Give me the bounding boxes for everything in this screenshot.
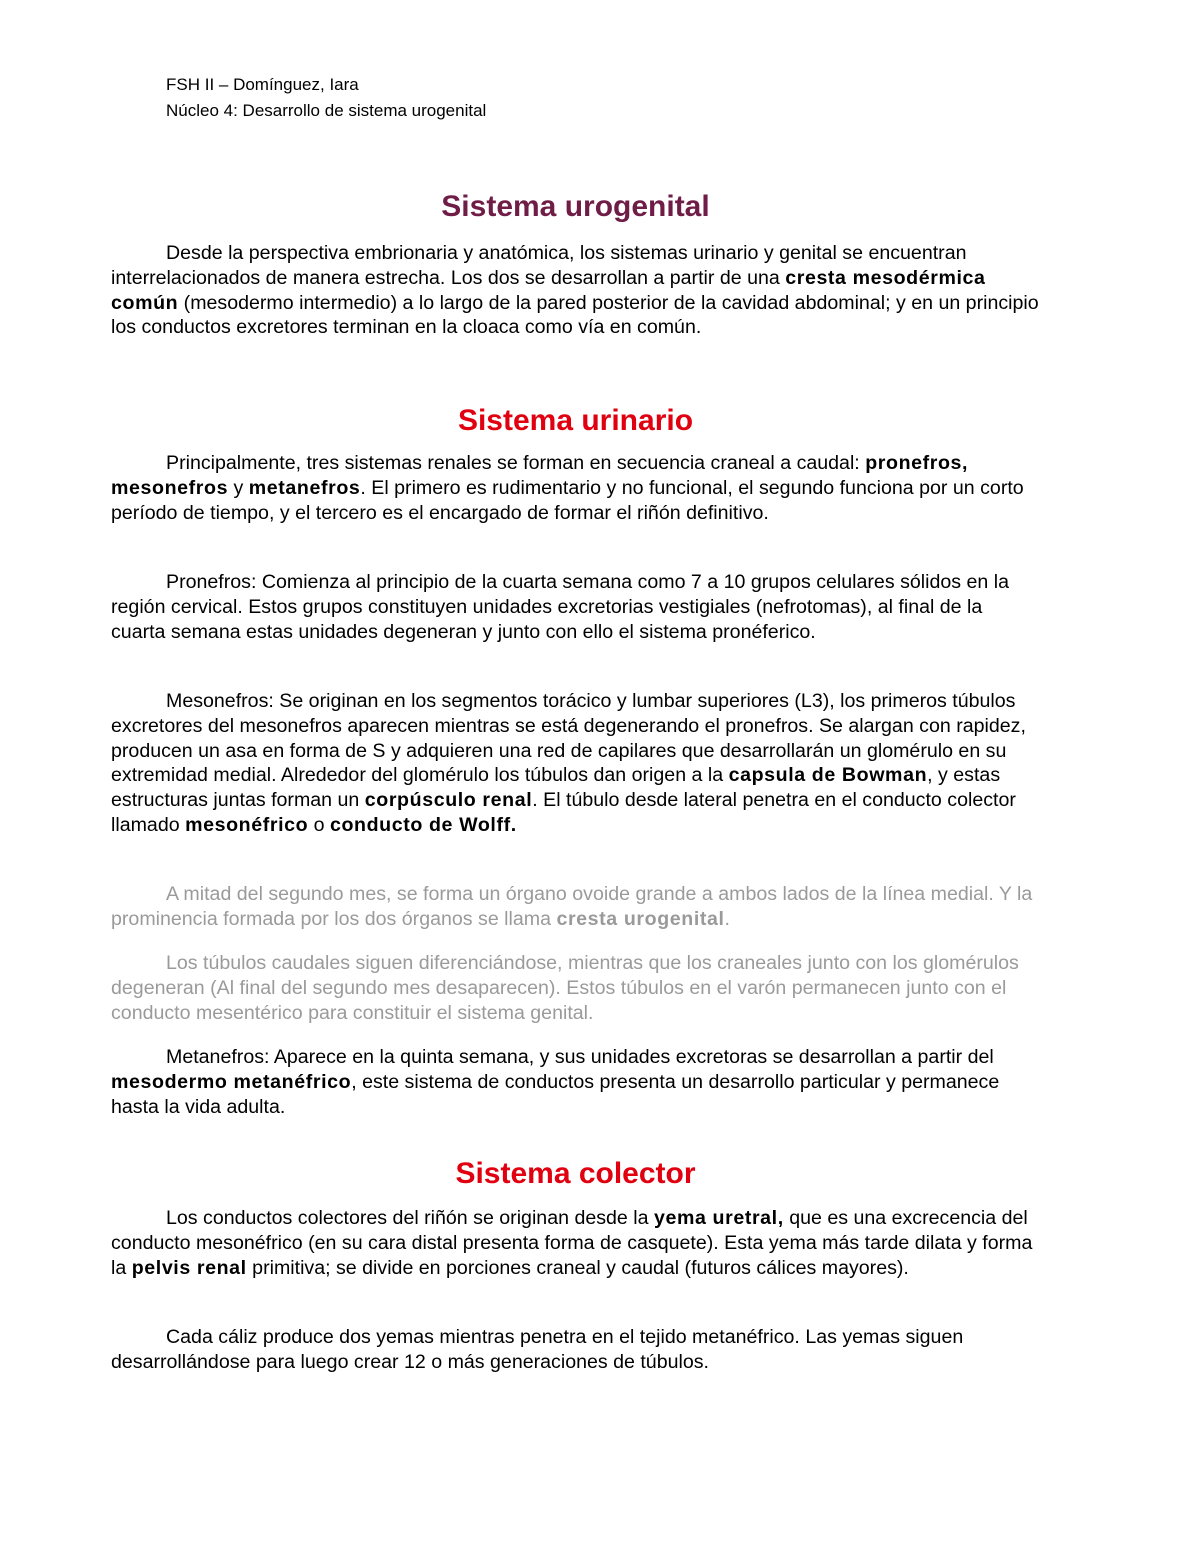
- term-pronefros-mesonefros: pronefros, mesonefros: [111, 452, 969, 499]
- term-mesonefrico: mesonéfrico: [185, 813, 309, 836]
- term-conducto-wolff: conducto de Wolff.: [329, 813, 517, 836]
- paragraph-pronefros: Pronefros: Comienza al principio de la cuarta semana como 7 a 10 grupos celulares sólidos en la región cervical. Estos grupos constituyen unidades excretorias vestigiales (nefrotomas), al final de la cuarta semana estas unidades degeneran y junto con ello el sistema pronéferico.: [111, 571, 1009, 643]
- title-sistema-urinario: Sistema urinario: [457, 404, 694, 437]
- title-sistema-urogenital: Sistema urogenital: [441, 190, 710, 223]
- paragraph-caliz: Cada cáliz produce dos yemas mientras penetra en el tejido metanéfrico. Las yemas siguen desarrollándose para luego crear 12 o más generaciones de túbulos.: [111, 1326, 964, 1373]
- paragraph-urogenital-intro: Desde la perspectiva embrionaria y anatómica, los sistemas urinario y genital se encuentran interrelacionados de manera estrecha. Los dos se desarrollan a partir de una cresta mesodérmica común (mesodermo intermedio) a lo largo de la pared posterior de la cavidad abdominal; y en un principio los conductos excretores terminan en la cloaca como vía en común.: [111, 242, 1039, 339]
- term-corpusculo-renal: corpúsculo renal: [364, 789, 533, 812]
- term-mesodermo-metanefrico: mesodermo metanéfrico: [111, 1070, 352, 1093]
- header-author: FSH II – Domínguez, Iara: [166, 75, 359, 94]
- paragraph-metanefros: Metanefros: Aparece en la quinta semana, y sus unidades excretoras se desarrollan a partir del mesodermo metanéfrico, este sistema de conductos presenta un desarrollo particular y permanece hasta la vida adulta.: [111, 1046, 1000, 1118]
- paragraph-mesonefros: Mesonefros: Se originan en los segmentos torácico y lumbar superiores (L3), los primeros túbulos excretores del mesonefros aparecen mientras se está degenerando el pronefros. Se alargan con rapidez, producen un asa en forma de S y adquieren una red de capilares que desarrollarán un glomérulo en su extremidad medial. Alrededor del glomérulo los túbulos dan origen a la capsula de Bowman, y estas estructuras juntas forman un corpúsculo renal. El túbulo desde lateral penetra en el conducto colector llamado mesonéfrico o conducto de Wolff.: [111, 690, 1026, 836]
- term-cresta-urogenital: cresta urogenital: [556, 907, 725, 930]
- term-metanefros: metanefros: [248, 476, 361, 499]
- header-topic: Núcleo 4: Desarrollo de sistema urogenital: [166, 101, 487, 120]
- paragraph-cresta-urogenital: A mitad del segundo mes, se forma un órgano ovoide grande a ambos lados de la línea medial. Y la prominencia formada por los dos órganos se llama cresta urogenital.: [111, 883, 1033, 930]
- document-header: [166, 72, 486, 124]
- paragraph-colector-intro: Los conductos colectores del riñón se originan desde la yema uretral, que es una excrecencia del conducto mesonéfrico (en su cara distal presenta forma de casquete). Esta yema más tarde dilata y forma la pelvis renal primitiva; se divide en porciones craneal y caudal (futuros cálices mayores).: [111, 1207, 1033, 1279]
- paragraph-urinario-intro: Principalmente, tres sistemas renales se forman en secuencia craneal a caudal: pronefros, mesonefros y metanefros. El primero es rudimentario y no funcional, el segundo funciona por un corto período de tiempo, y el tercero es el encargado de formar el riñón definitivo.: [111, 452, 1024, 524]
- term-capsula-bowman: capsula de Bowman: [728, 764, 928, 787]
- term-cresta-mesodermica: cresta mesodérmica común: [111, 266, 986, 314]
- term-yema-uretral: yema uretral,: [653, 1207, 784, 1229]
- title-sistema-colector: Sistema colector: [455, 1157, 696, 1190]
- term-pelvis-renal: pelvis renal: [131, 1256, 247, 1279]
- paragraph-tubulos-caudales: Los túbulos caudales siguen diferenciándose, mientras que los craneales junto con los glomérulos degeneran (Al final del segundo mes desaparecen). Estos túbulos en el varón permanecen junto con el conducto mesentérico para constituir el sistema genital.: [111, 952, 1019, 1024]
